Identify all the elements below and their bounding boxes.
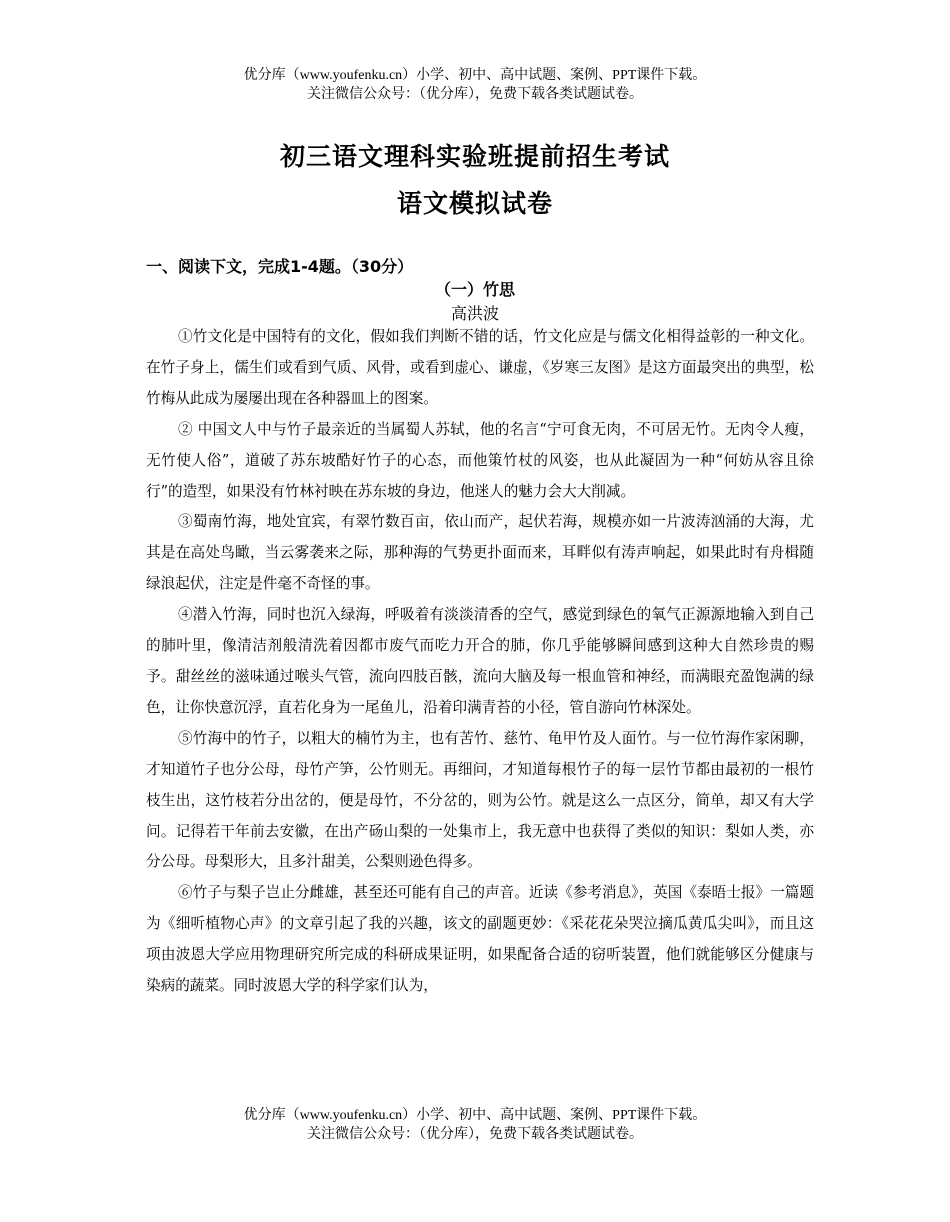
- paragraph-2: ② 中国文人中与竹子最亲近的当属蜀人苏轼，他的名言“宁可食无肉，不可居无竹。无肉令人瘦，无竹使人俗”，道破了苏东坡酷好竹子的心态，而他策竹杖的风姿，也从此凝固为一种“何妨从容且徐行”的造型，如果没有竹林衬映在苏东坡的身边，他迷人的魅力会大大削减。: [146, 420, 814, 500]
- paragraph-3: ③蜀南竹海，地处宜宾，有翠竹数百亩，依山而产，起伏若海，规模亦如一片波涛汹涌的大海，尤其是在高处鸟瞰，当云雾袭来之际，那种海的气势更扑面而来，耳畔似有涛声响起，如果此时有舟楫随绿浪起伏，注定是件毫不奇怪的事。: [146, 513, 814, 593]
- header-line-2: 关注微信公众号：（优分库），免费下载各类试题试卷。: [307, 87, 643, 102]
- document-subtitle: 语文模拟试卷: [396, 189, 553, 218]
- paragraph-6: ⑥竹子与梨子岂止分雌雄，甚至还可能有自己的声音。近读《参考消息》，英国《泰晤士报》一篇题为《细听植物心声》的文章引起了我的兴趣，该文的副题更妙：《采花花朵哭泣摘瓜黄瓜尖叫》，而且这项由波恩大学应用物理研究所完成的科研成果证明，如果配备合适的窃听装置，他们就能够区分健康与染病的蔬菜。同时波恩大学的科学家们认为，: [146, 884, 814, 995]
- section-heading: 一、阅读下文，完成1-4题。（30分）: [146, 257, 414, 276]
- article-title: （一）竹思: [434, 280, 515, 299]
- page-header: [0, 66, 950, 104]
- header-line-1: 优分库（www.youfenku.cn）小学、初中、高中试题、案例、PPT课件下载。: [243, 68, 707, 83]
- article-body: [146, 322, 814, 1002]
- paragraph-5: ⑤竹海中的竹子，以粗大的楠竹为主，也有苦竹、慈竹、龟甲竹及人面竹。与一位竹海作家闲聊，才知道竹子也分公母，母竹产笋，公竹则无。再细问，才知道每根竹子的每一层竹节都由最初的一根竹枝生出，这竹枝若分出岔的，便是母竹，不分岔的，则为公竹。就是这么一点区分，简单，却又有大学问。记得若干年前去安徽，在出产砀山梨的一处集市上，我无意中也获得了类似的知识：梨如人类，亦分公母。母梨形大，且多汁甜美，公梨则逊色得多。: [146, 729, 814, 871]
- footer-line-2: 关注微信公众号：（优分库），免费下载各类试题试卷。: [307, 1127, 643, 1142]
- paragraph-4: ④潜入竹海，同时也沉入绿海，呼吸着有淡淡清香的空气，感觉到绿色的氧气正源源地输入到自己的肺叶里，像清洁剂般清洗着因都市废气而吃力开合的肺，你几乎能够瞬间感到这种大自然珍贵的赐予。甜丝丝的滋味通过喉头气管，流向四肢百骸，流向大脑及每一根血管和神经，而满眼充盈饱满的绿色，让你快意沉浮，直若化身为一尾鱼儿，沿着印满青苔的小径，管自游向竹林深处。: [146, 606, 814, 716]
- document-title: 初三语文理科实验班提前招生考试: [279, 142, 670, 171]
- page-footer: [0, 1106, 950, 1144]
- article-author: 高洪波: [450, 304, 499, 323]
- footer-line-1: 优分库（www.youfenku.cn）小学、初中、高中试题、案例、PPT课件下载。: [243, 1108, 707, 1123]
- paragraph-1: ①竹文化是中国特有的文化，假如我们判断不错的话，竹文化应是与儒文化相得益彰的一种文化。在竹子身上，儒生们或看到气质、风骨，或看到虚心、谦虚，《岁寒三友图》是这方面最突出的典型，松竹梅从此成为屡屡出现在各种器皿上的图案。: [146, 328, 814, 407]
